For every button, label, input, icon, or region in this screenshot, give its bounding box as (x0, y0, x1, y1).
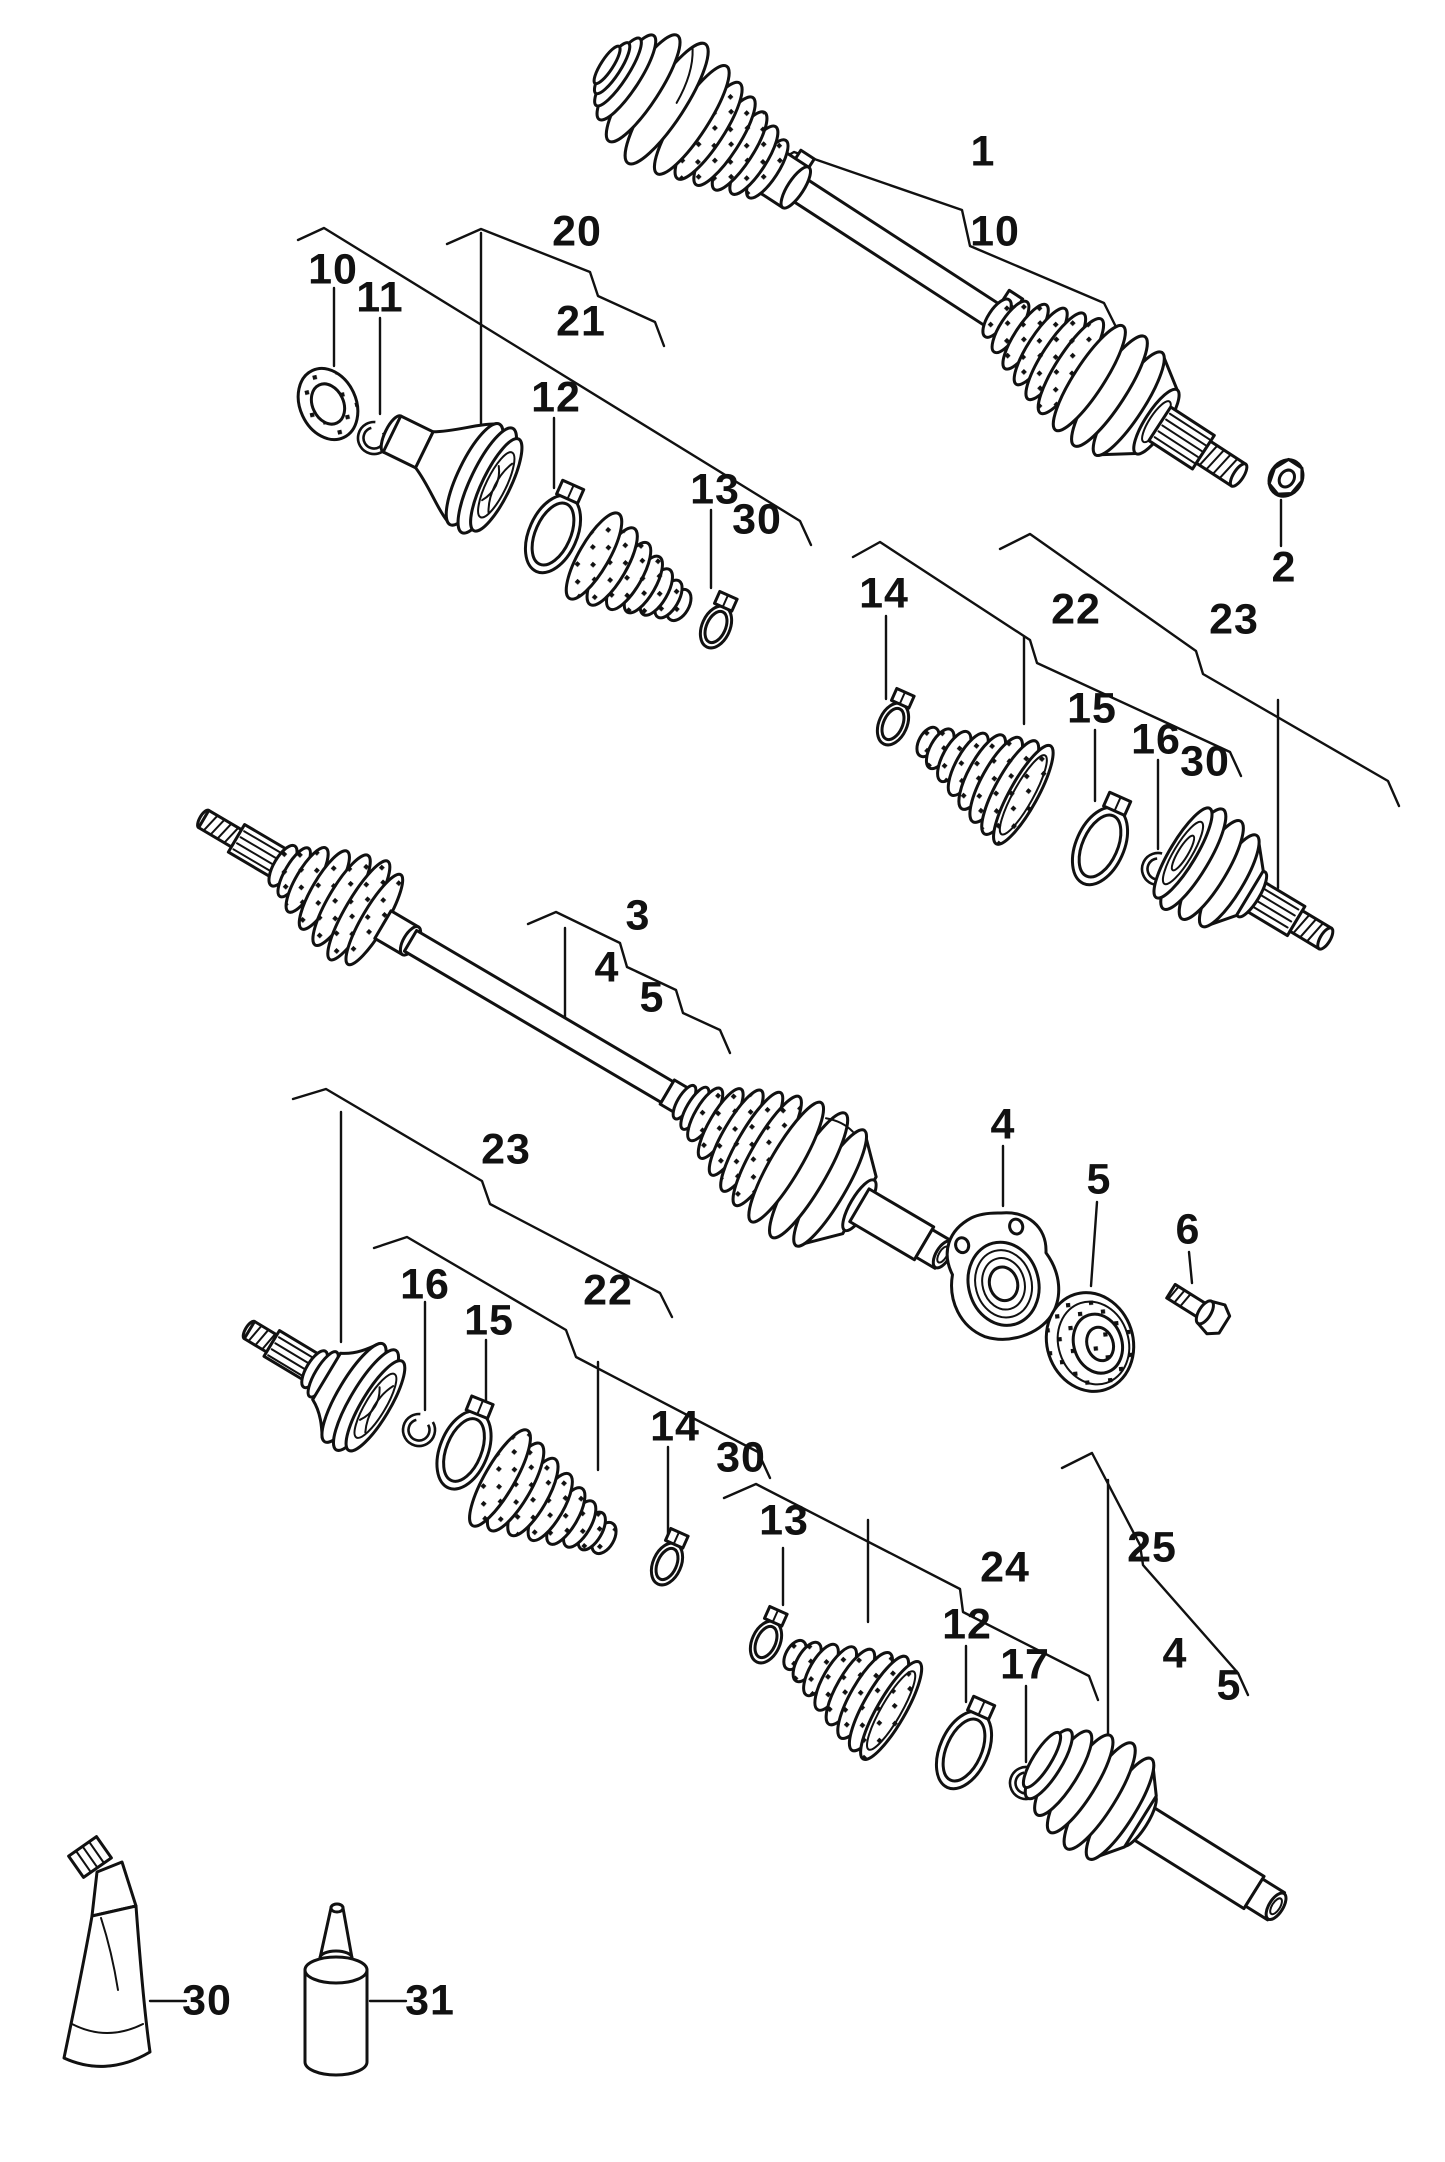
callout-4-33: 4 (1162, 1629, 1188, 1678)
callout-20-5: 20 (552, 207, 602, 256)
callout-4-17: 4 (594, 943, 620, 992)
callout-30-9: 30 (732, 495, 782, 544)
callout-30-15: 30 (1180, 737, 1230, 786)
callout-17-31: 17 (1000, 1640, 1050, 1689)
inner-cv-joint-25 (1002, 1703, 1315, 1963)
bolt-6 (1162, 1277, 1233, 1339)
boot-clamp-12-lower (925, 1692, 1007, 1797)
callout-13-28: 13 (759, 1496, 809, 1545)
callout-14-26: 14 (650, 1402, 700, 1451)
flange-ring-10 (287, 359, 369, 450)
callout-30-35: 30 (182, 1976, 232, 2025)
callout-16-23: 16 (400, 1260, 450, 1309)
callout-10-3: 10 (308, 245, 358, 294)
callout-22-25: 22 (583, 1266, 633, 1315)
cv-boot-24 (759, 1602, 931, 1766)
inner-joint-housing-20-21 (360, 379, 534, 543)
callout-24-29: 24 (980, 1543, 1030, 1592)
callout-12-30: 12 (942, 1600, 992, 1649)
cv-boot-22 (893, 689, 1063, 851)
callout-15-13: 15 (1067, 684, 1117, 733)
callout-14-10: 14 (859, 569, 909, 618)
outer-cv-joint-23 (1142, 797, 1359, 991)
callout-3-16: 3 (625, 891, 651, 940)
callout-30-27: 30 (716, 1433, 766, 1482)
grease-tube-30 (64, 1837, 150, 2067)
callout-22-11: 22 (1051, 585, 1101, 634)
boot-clamp-14 (871, 687, 919, 750)
callout-5-18: 5 (639, 973, 665, 1022)
callout-6-21: 6 (1175, 1205, 1201, 1254)
callout-11-4: 11 (356, 273, 404, 322)
boot-clamp-15 (1061, 788, 1143, 893)
driveshaft-assembly-3 (164, 755, 986, 1320)
lubricant-bottle-31 (305, 1904, 367, 2075)
callout-10-1: 10 (970, 207, 1020, 256)
callout-12-7: 12 (531, 373, 581, 422)
callout-31-36: 31 (405, 1976, 455, 2025)
callout-23-12: 23 (1209, 595, 1259, 644)
callout-5-20: 5 (1086, 1155, 1112, 1204)
callout-2-2: 2 (1271, 543, 1297, 592)
callout-16-14: 16 (1131, 715, 1181, 764)
callout-13-8: 13 (690, 465, 740, 514)
callout-21-6: 21 (556, 297, 606, 346)
callout-5-34: 5 (1216, 1661, 1242, 1710)
callout-1-0: 1 (970, 127, 996, 176)
callout-23-22: 23 (481, 1125, 531, 1174)
boot-clamp-13 (694, 590, 742, 653)
driveshaft-assembly-1 (563, 2, 1281, 537)
axle-nut-2 (1262, 453, 1310, 502)
circlip-16-lower (397, 1408, 441, 1452)
callout-4-19: 4 (990, 1100, 1016, 1149)
outer-cv-joint-23-lower (216, 1278, 417, 1462)
boot-clamp-14-lower (645, 1527, 693, 1590)
callout-25-32: 25 (1127, 1523, 1177, 1572)
callout-15-24: 15 (464, 1296, 514, 1345)
